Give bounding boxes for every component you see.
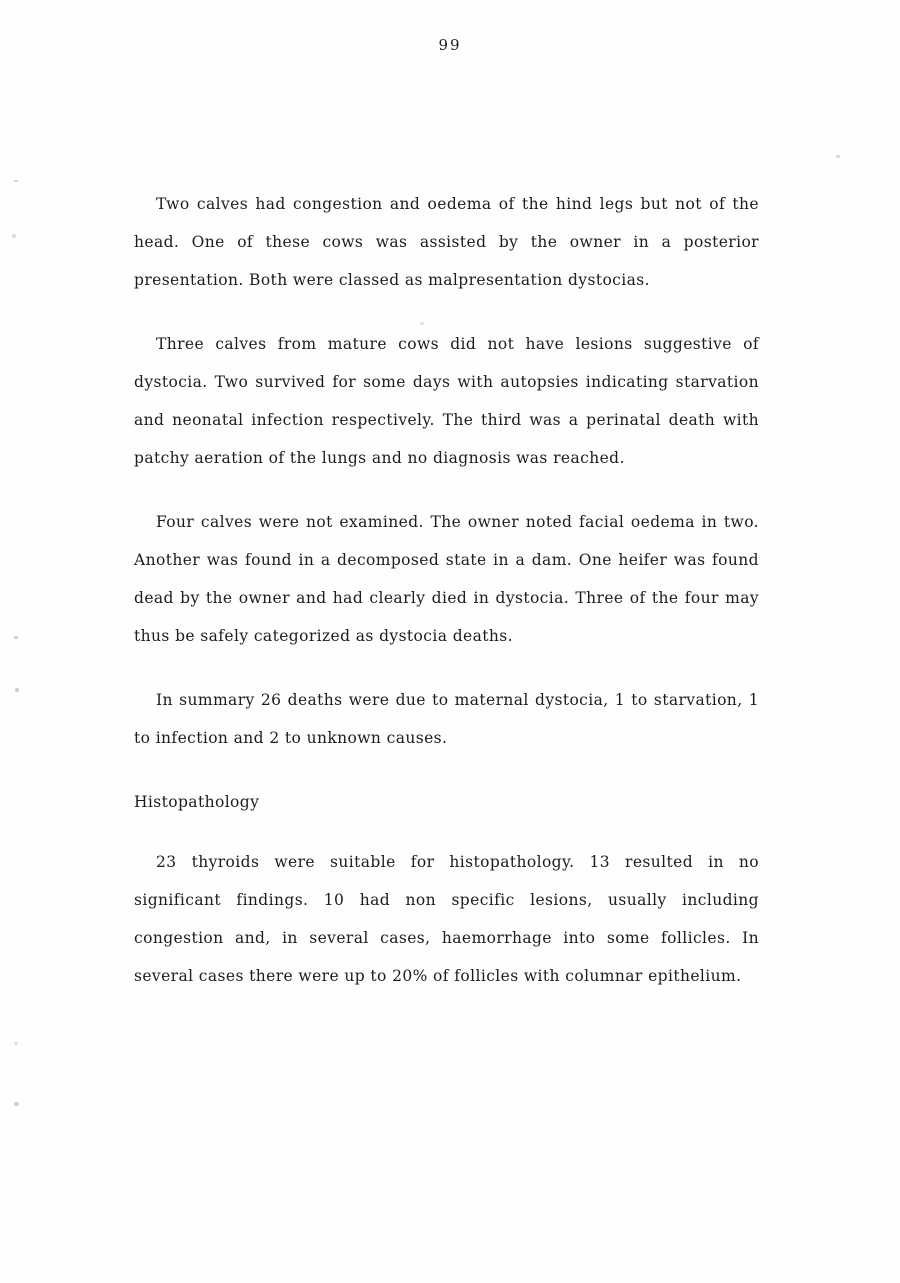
scan-speck — [12, 234, 16, 238]
scan-speck — [836, 155, 840, 158]
scan-speck — [14, 180, 18, 182]
paragraph: In summary 26 deaths were due to maternal dystocia, 1 to starvation, 1 to infection and 2 to unknown causes. — [134, 691, 759, 747]
paragraph: Two calves had congestion and oedema of the hind legs but not of the head. One of these cows was assisted by the owner in a posterior presentation. Both were classed as malpresentation dystocias. — [134, 195, 759, 289]
section-heading-histopathology: Histopathology — [134, 793, 260, 811]
scan-speck — [14, 1042, 18, 1045]
scan-speck — [14, 1102, 19, 1106]
paragraph: 23 thyroids were suitable for histopathology. 13 resulted in no significant findings. 10 had non specific lesions, usually including congestion and, in several cases, haemorrhage into some follicles. In several cases there were up to 20% of follicles with columnar epithelium. — [134, 853, 759, 985]
paragraph: Four calves were not examined. The owner noted facial oedema in two. Another was found in a decomposed state in a dam. One heifer was found dead by the owner and had clearly died in dystocia. Three of the four may thus be safely categorized as dystocia deaths. — [134, 513, 759, 645]
scan-speck — [15, 688, 19, 692]
body-text — [134, 185, 759, 995]
scan-speck — [14, 636, 18, 639]
page-number: 99 — [438, 36, 462, 54]
paragraph: Three calves from mature cows did not have lesions suggestive of dystocia. Two survived for some days with autopsies indicating starvation and neonatal infection respectively. The third was a perinatal death with patchy aeration of the lungs and no diagnosis was reached. — [134, 335, 759, 467]
